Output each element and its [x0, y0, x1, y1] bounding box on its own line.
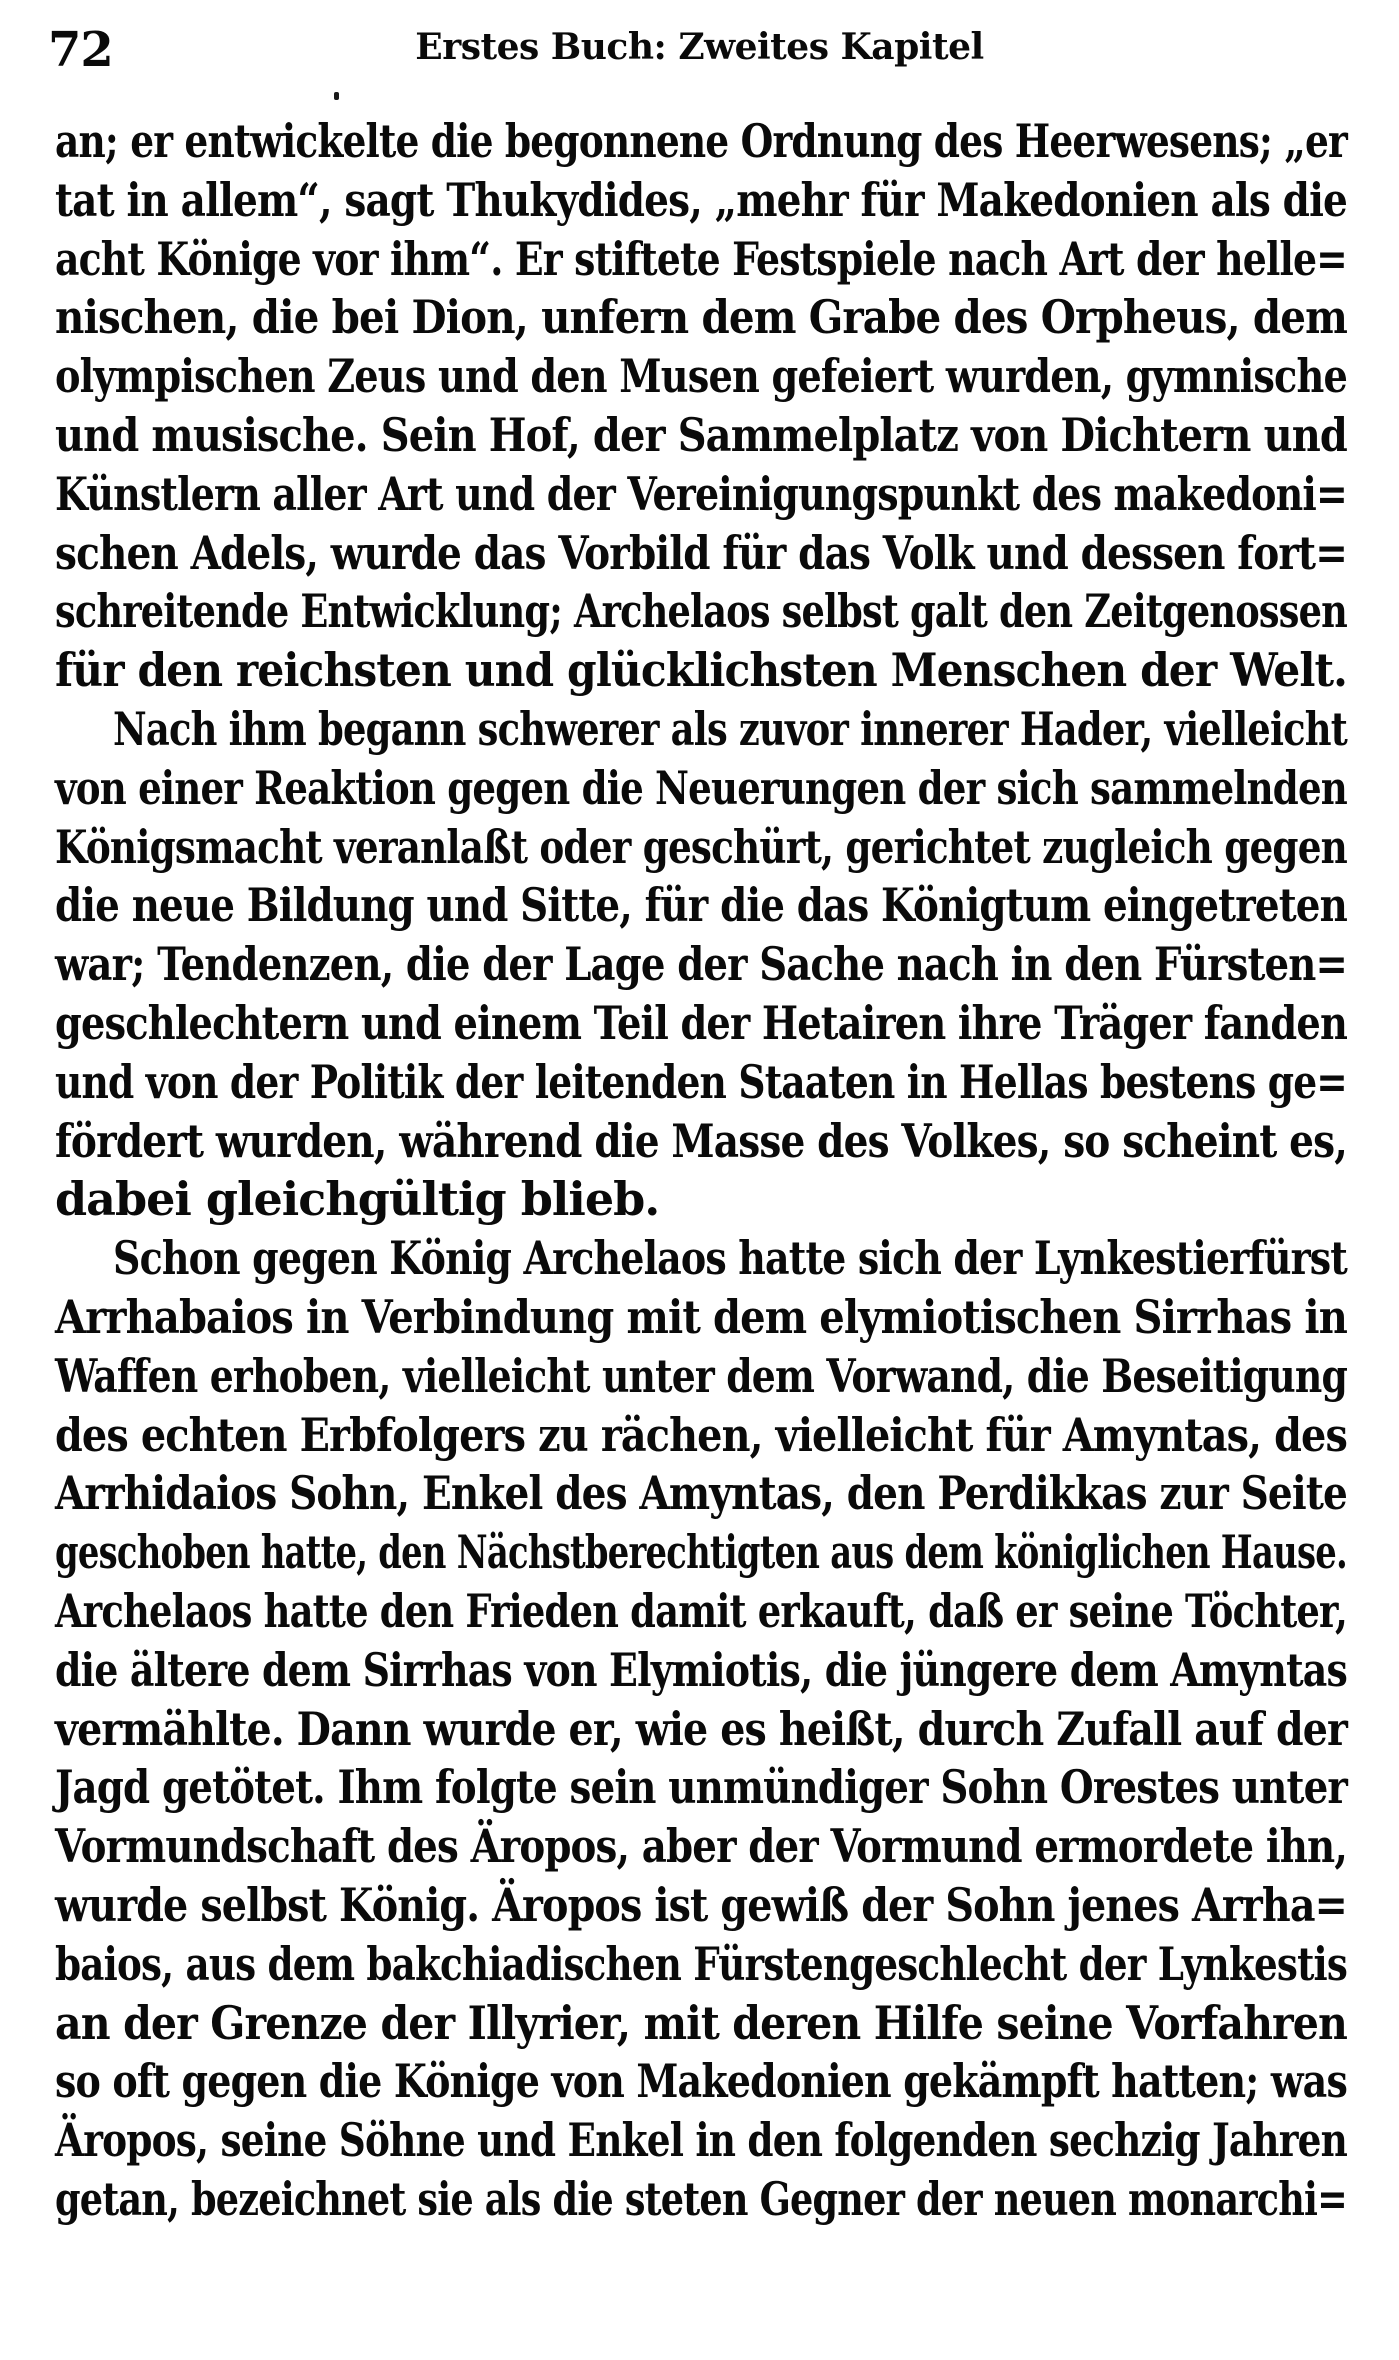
- text-line-content: acht Könige vor ihm“. Er stiftete Festspiele nach Art der helle=: [55, 231, 1347, 286]
- text-line-content: und von der Politik der leitenden Staaten in Hellas bestens ge=: [55, 1054, 1347, 1109]
- text-line: [55, 1347, 1347, 1406]
- text-line-content: an der Grenze der Illyrier, mit deren Hilfe seine Vorfahren: [55, 1995, 1347, 2050]
- text-line-content: für den reichsten und glücklichsten Menschen der Welt.: [55, 643, 1347, 698]
- page-number: 72: [48, 22, 113, 78]
- text-line: [55, 582, 1347, 641]
- text-line: [55, 1523, 1347, 1582]
- text-line: [55, 2111, 1347, 2170]
- text-line-content: Vormundschaft des Äropos, aber der Vormund ermordete ihn,: [55, 1819, 1347, 1874]
- text-line-content: Arrhabaios in Verbindung mit dem elymiotischen Sirrhas in: [55, 1289, 1347, 1344]
- text-line: [55, 1406, 1347, 1465]
- text-line: [55, 406, 1347, 465]
- text-line: [55, 876, 1347, 935]
- text-line: [55, 641, 1347, 700]
- text-line-content: Waffen erhoben, vielleicht unter dem Vorwand, die Beseitigung: [55, 1348, 1347, 1403]
- text-line: [55, 524, 1347, 583]
- text-line: [55, 1053, 1347, 1112]
- text-line-content: Nach ihm begann schwerer als zuvor innerer Hader, vielleicht: [113, 701, 1347, 756]
- text-line: [55, 994, 1347, 1053]
- text-line-content: vermählte. Dann wurde er, wie es heißt, durch Zufall auf der: [55, 1701, 1347, 1756]
- text-line-content: des echten Erbfolgers zu rächen, vielleicht für Amyntas, des: [55, 1407, 1347, 1462]
- text-line: [55, 1641, 1347, 1700]
- running-header: Erstes Buch: Zweites Kapitel: [415, 26, 984, 68]
- text-line: [55, 1288, 1347, 1347]
- text-line-content: Künstlern aller Art und der Vereinigungspunkt des makedoni=: [55, 466, 1347, 521]
- text-line: [55, 1229, 1347, 1288]
- text-line-content: Arrhidaios Sohn, Enkel des Amyntas, den Perdikkas zur Seite: [55, 1466, 1347, 1521]
- text-line: [55, 347, 1347, 406]
- text-line: [55, 1817, 1347, 1876]
- text-line-content: die ältere dem Sirrhas von Elymiotis, die jüngere dem Amyntas: [55, 1642, 1347, 1697]
- text-line-content: die neue Bildung und Sitte, für die das Königtum eingetreten: [55, 878, 1347, 933]
- text-line: [55, 935, 1347, 994]
- text-line-content: war; Tendenzen, die der Lage der Sache nach in den Fürsten=: [55, 937, 1347, 992]
- text-line-content: an; er entwickelte die begonnene Ordnung des Heerwesens; „er: [55, 114, 1347, 168]
- text-line-content: geschlechtern und einem Teil der Hetairen ihre Träger fanden: [55, 995, 1347, 1050]
- text-line: [55, 1700, 1347, 1759]
- text-line-content: Äropos, seine Söhne und Enkel in den folgenden sechzig Jahren: [55, 2113, 1347, 2168]
- text-line: [55, 1935, 1347, 1994]
- text-line-content: Schon gegen König Archelaos hatte sich der Lynkestierfürst: [113, 1231, 1347, 1286]
- text-line: [55, 230, 1347, 289]
- text-line: [55, 1170, 1347, 1229]
- text-line: [55, 759, 1347, 818]
- text-line: [55, 1876, 1347, 1935]
- text-line: [55, 1758, 1347, 1817]
- text-line: [55, 2052, 1347, 2111]
- text-line-content: tat in allem“, sagt Thukydides, „mehr für Makedonien als die: [55, 172, 1347, 227]
- text-line: [55, 818, 1347, 877]
- text-line: [55, 171, 1347, 230]
- body-text-block: [55, 112, 1347, 2229]
- text-line: [55, 2170, 1347, 2229]
- text-line-content: wurde selbst König. Äropos ist gewiß der Sohn jenes Arrha=: [55, 1877, 1347, 1932]
- text-line: [55, 288, 1347, 347]
- text-line: [55, 465, 1347, 524]
- text-line-content: baios, aus dem bakchiadischen Fürstengeschlecht der Lynkestis: [55, 1936, 1347, 1991]
- text-line: [55, 1112, 1347, 1171]
- text-line-content: getan, bezeichnet sie als die steten Gegner der neuen monarchi=: [55, 2171, 1347, 2226]
- text-line: [55, 1994, 1347, 2053]
- text-line-content: Königsmacht veranlaßt oder geschürt, gerichtet zugleich gegen: [55, 819, 1347, 874]
- text-line-content: und musische. Sein Hof, der Sammelplatz von Dichtern und: [55, 407, 1347, 462]
- text-line-content: geschoben hatte, den Nächstberechtigten aus dem königlichen Hause.: [55, 1525, 1347, 1580]
- scan-speck: [334, 92, 339, 100]
- text-line: [55, 1582, 1347, 1641]
- text-line-content: so oft gegen die Könige von Makedonien gekämpft hatten; was: [55, 2054, 1347, 2109]
- text-line-content: dabei gleichgültig blieb.: [55, 1172, 660, 1227]
- text-line-content: olympischen Zeus und den Musen gefeiert wurden, gymnische: [55, 349, 1347, 404]
- text-line-content: fördert wurden, während die Masse des Volkes, so scheint es,: [55, 1113, 1347, 1168]
- text-line-content: Jagd getötet. Ihm folgte sein unmündiger Sohn Orestes unter: [55, 1760, 1347, 1815]
- text-line-content: von einer Reaktion gegen die Neuerungen der sich sammelnden: [55, 760, 1347, 815]
- text-line: [55, 700, 1347, 759]
- text-line-content: schen Adels, wurde das Vorbild für das Volk und dessen fort=: [55, 525, 1347, 580]
- text-line-content: schreitende Entwicklung; Archelaos selbst galt den Zeitgenossen: [55, 584, 1347, 639]
- text-line: [55, 1464, 1347, 1523]
- text-line: [55, 112, 1347, 171]
- text-line-content: nischen, die bei Dion, unfern dem Grabe des Orpheus, dem: [55, 290, 1347, 345]
- text-line-content: Archelaos hatte den Frieden damit erkauft, daß er seine Töchter,: [55, 1583, 1347, 1638]
